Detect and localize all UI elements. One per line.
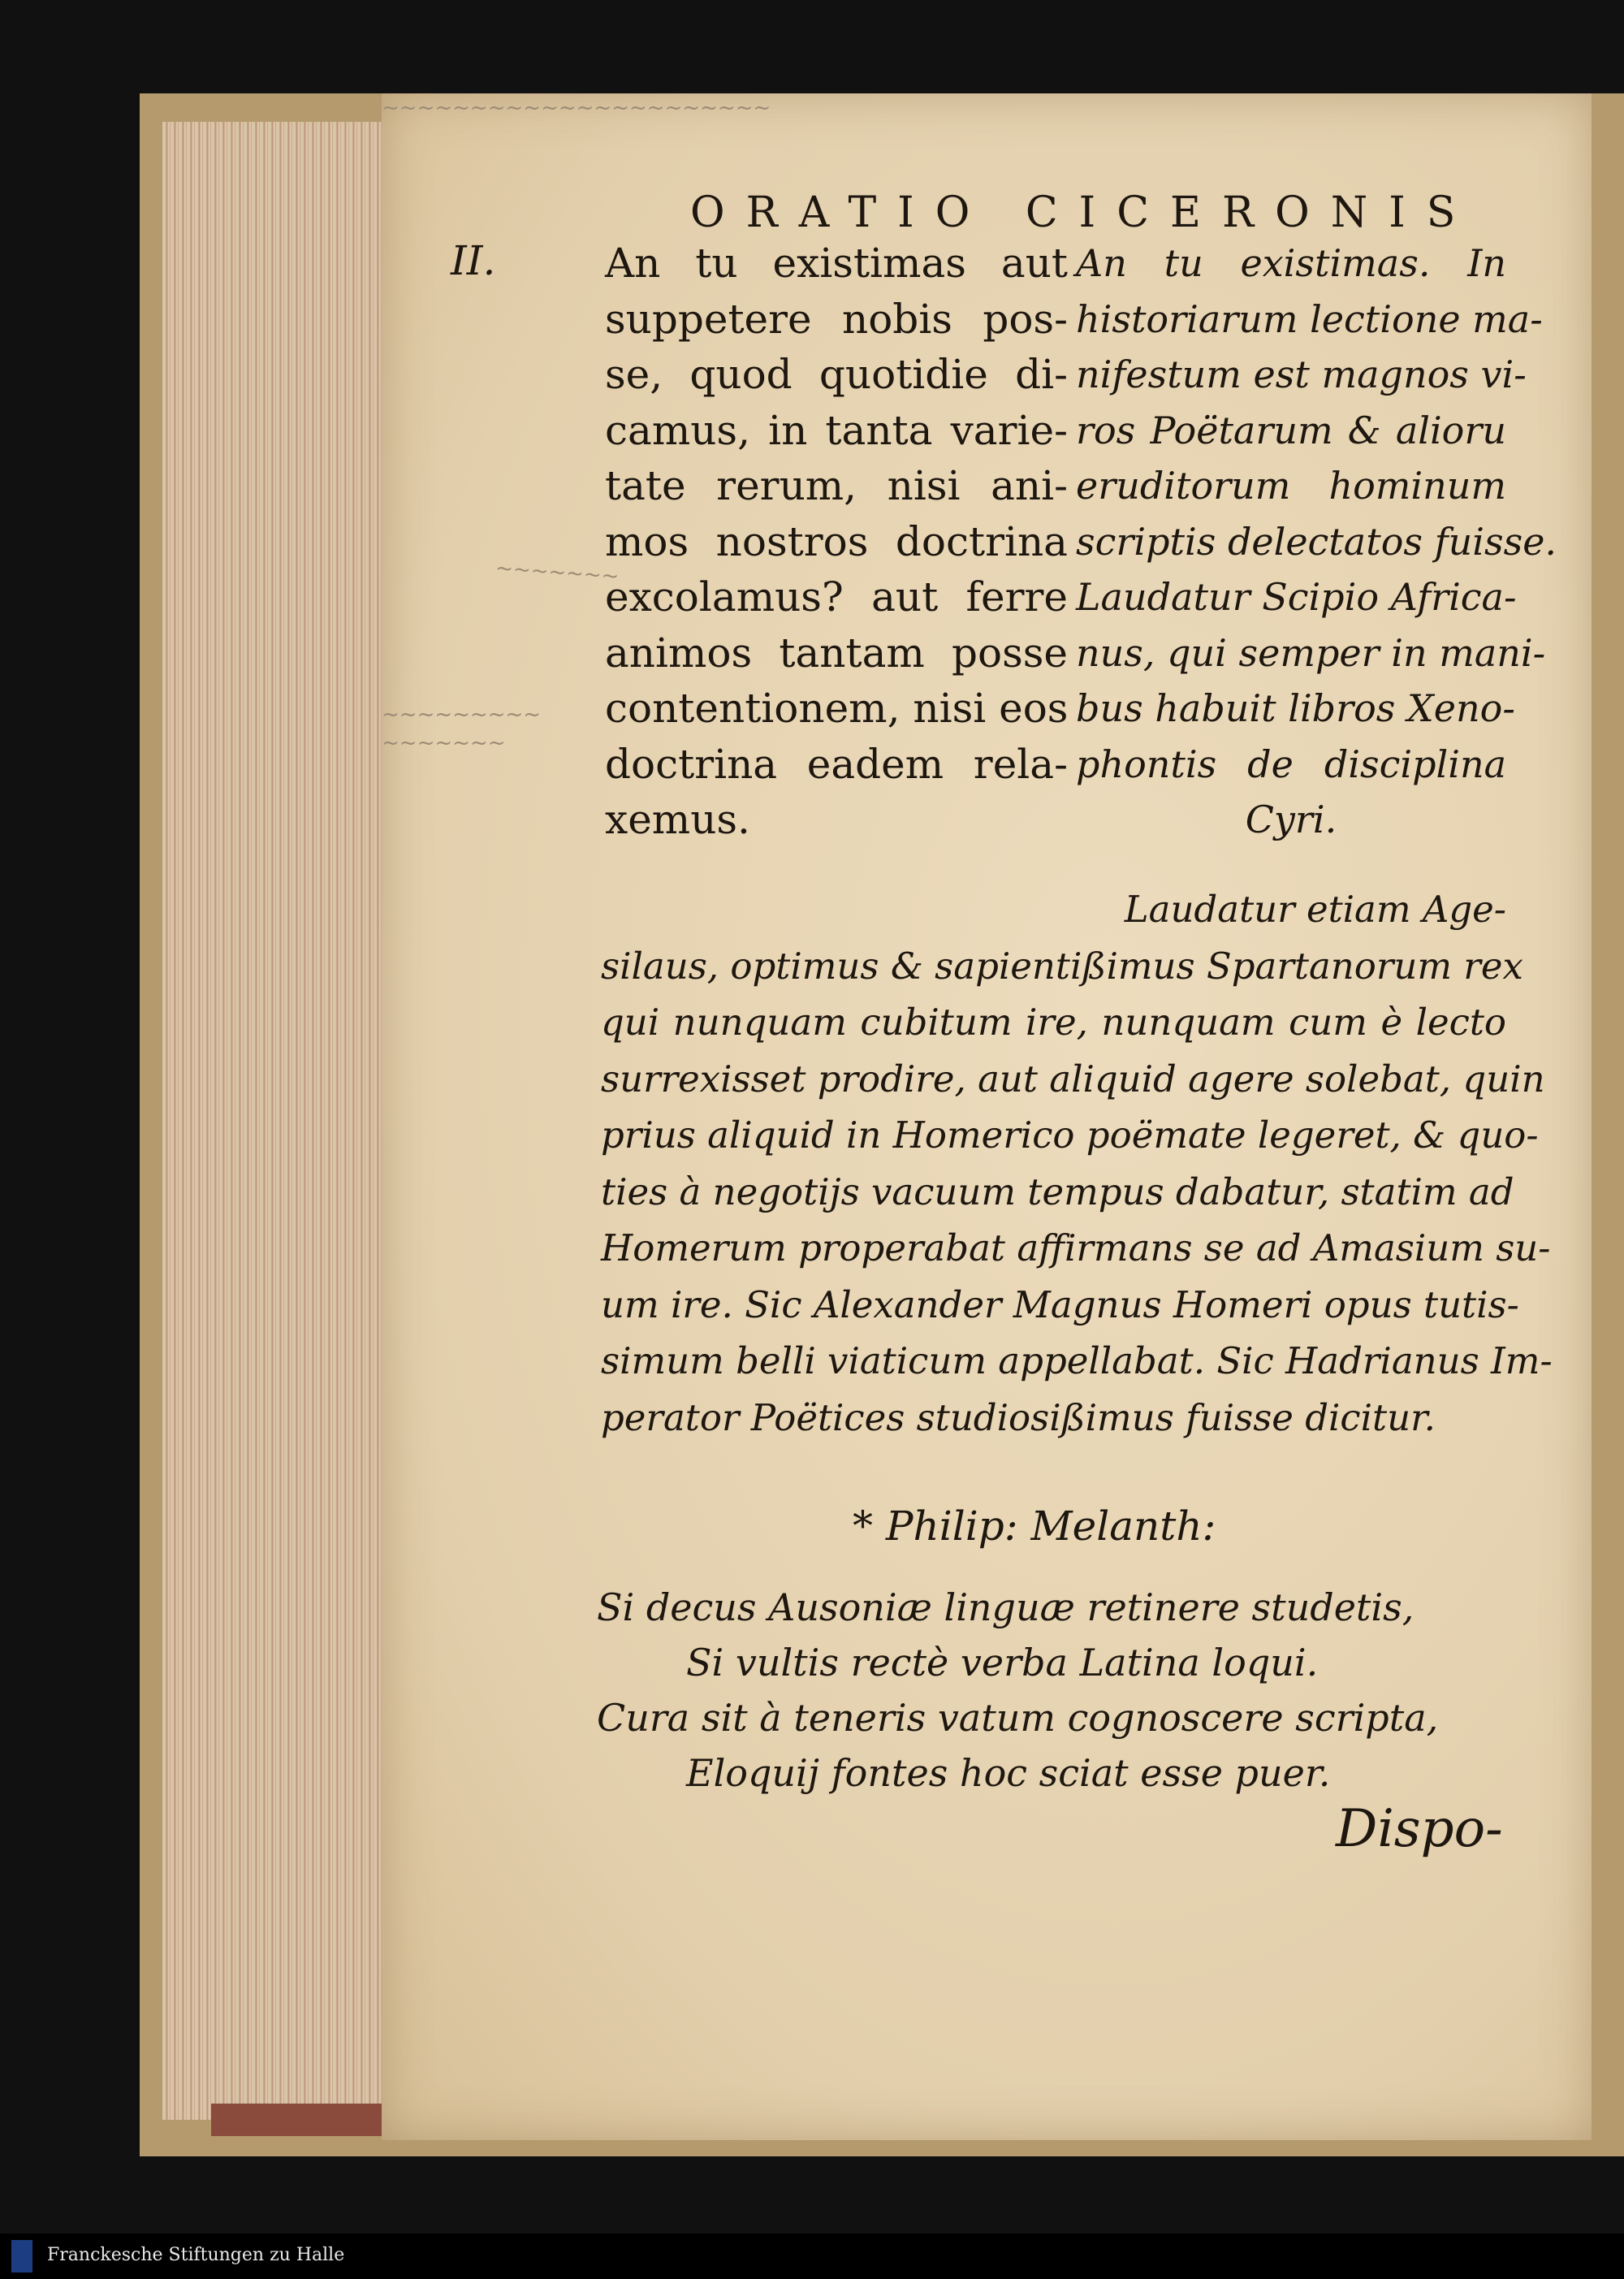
text-line: surrexisset prodire, aut aliquid agere solebat, quin <box>601 1057 1545 1101</box>
right-column <box>1076 236 1557 848</box>
text-line: silaus, optimus & sapientißimus Spartanorum rex <box>601 944 1523 988</box>
text-line: eruditorum hominum <box>1076 464 1506 508</box>
text-line: tate rerum, nisi ani- <box>605 462 1068 509</box>
institution-logo-icon <box>11 2240 32 2273</box>
page-edges <box>162 122 383 2120</box>
catchword: Dispo- <box>1336 1799 1503 1859</box>
poem-verse: Si vultis rectè verba Latina loqui. <box>686 1641 1319 1684</box>
text-line: se, quod quotidie di- <box>605 351 1068 398</box>
marginal-annotation: ~~~~~~~~~~~~~~~~~~~~~~ <box>382 96 771 120</box>
text-line: xemus. <box>605 796 750 843</box>
text-line: nifestum est magnos vi- <box>1076 352 1527 396</box>
text-line: scriptis delectatos fuisse. <box>1076 519 1557 564</box>
body-paragraph <box>601 881 1553 1446</box>
running-head: ORATIO CICERONIS <box>690 188 1477 237</box>
text-line: An tu existimas aut <box>605 240 1068 287</box>
text-line: ros Poëtarum & alioru <box>1076 408 1506 452</box>
text-line: prius aliquid in Homerico poëmate legeret, & quo- <box>601 1114 1539 1157</box>
text-line: camus, in tanta varie- <box>605 406 1068 454</box>
footer-bar <box>0 2234 1624 2279</box>
text-line: qui nunquam cubitum ire, nunquam cum è lecto <box>601 1001 1506 1044</box>
poem-verse: Cura sit à teneris vatum cognoscere scripta, <box>597 1696 1439 1740</box>
text-line: Laudatur etiam Age- <box>1124 888 1506 931</box>
text-line: An tu existimas. In <box>1076 241 1506 285</box>
poem-heading: * Philip: Melanth: <box>853 1503 1216 1550</box>
text-line: Homerum properabat affirmans se ad Amasium su- <box>601 1226 1551 1269</box>
text-line: mos nostros doctrina <box>605 517 1068 565</box>
folio-number: II. <box>451 237 496 284</box>
text-line: nus, qui semper in mani- <box>1076 630 1546 675</box>
marginal-annotation: ~~~~~~~ <box>495 556 620 590</box>
left-column <box>605 236 1068 848</box>
text-line: doctrina eadem rela- <box>605 740 1068 788</box>
marginal-annotation: ~~~~~~~ <box>382 731 506 755</box>
text-line: Laudatur Scipio Africa- <box>1076 575 1517 619</box>
institution-name: Franckesche Stiftungen zu Halle <box>47 2245 345 2265</box>
text-line: historiarum lectione ma- <box>1076 296 1543 341</box>
text-line: bus habuit libros Xeno- <box>1076 686 1515 730</box>
marginal-annotation: ~~~~~~~~~ <box>382 703 542 727</box>
text-line: excolamus? aut ferre <box>605 573 1068 621</box>
text-line: phontis de disciplina <box>1076 742 1506 786</box>
text-line: simum belli viaticum appellabat. Sic Hadrianus Im- <box>601 1339 1553 1382</box>
poem-verse: Eloquij fontes hoc sciat esse puer. <box>686 1751 1331 1795</box>
text-line: ties à negotijs vacuum tempus dabatur, statim ad <box>601 1170 1514 1213</box>
text-line: um ire. Sic Alexander Magnus Homeri opus tutis- <box>601 1282 1519 1326</box>
text-line: Cyri. <box>1245 798 1337 841</box>
poem-verse: Si decus Ausoniæ linguæ retinere studetis, <box>597 1585 1415 1629</box>
poem <box>597 1580 1506 1801</box>
text-line: contentionem, nisi eos <box>605 685 1069 732</box>
text-line: suppetere nobis pos- <box>605 295 1068 343</box>
text-line: perator Poëtices studiosißimus fuisse dicitur. <box>601 1395 1436 1439</box>
text-line: animos tantam posse <box>605 629 1068 677</box>
